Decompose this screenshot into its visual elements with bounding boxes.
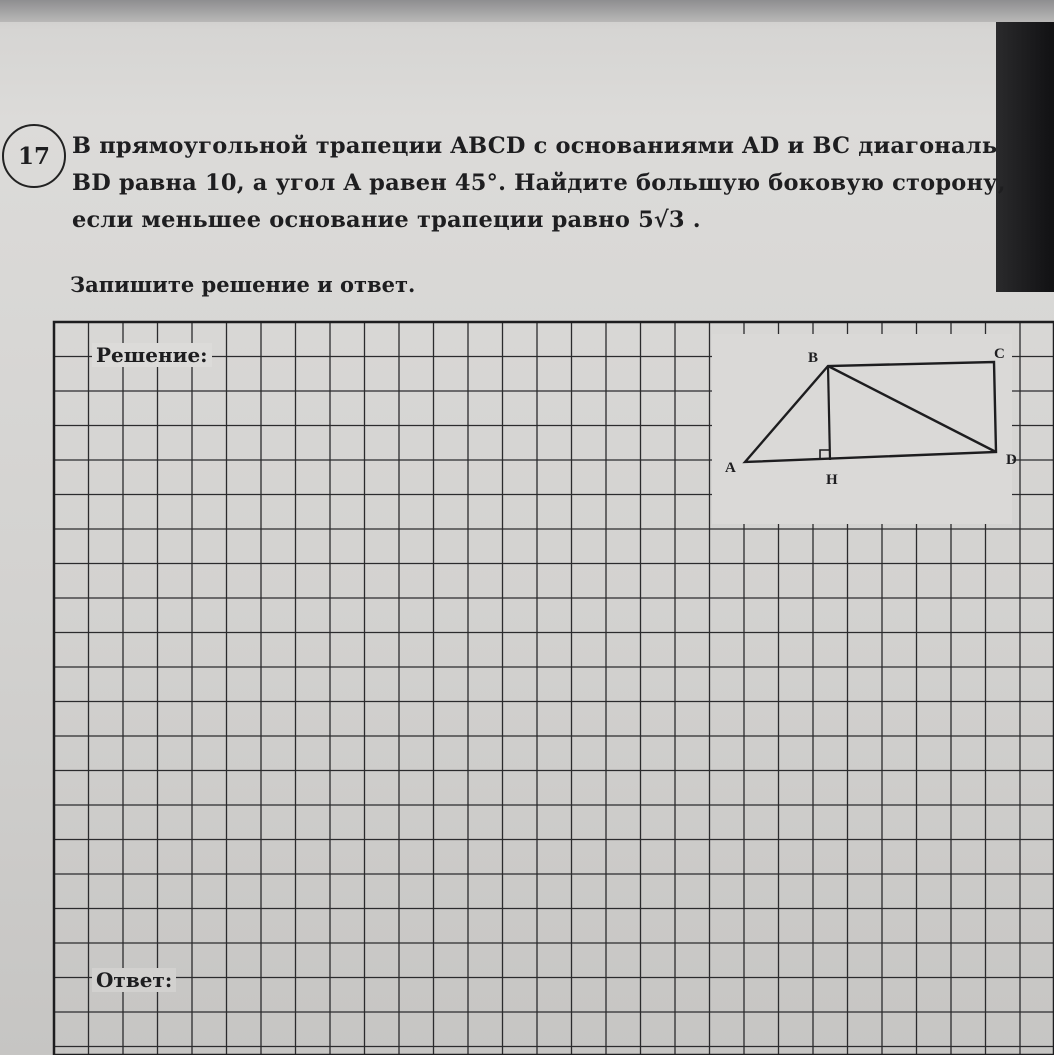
vertex-c-label: C: [994, 346, 1005, 362]
problem-line-3: если меньшее основание трапеции равно 5√3 .: [72, 207, 701, 233]
trapezoid-figure: [712, 334, 1017, 524]
solution-label: Решение:: [92, 343, 212, 367]
vertex-d-label: D: [1006, 452, 1017, 468]
task-number: 17: [2, 124, 66, 188]
instruction: Запишите решение и ответ.: [70, 272, 416, 297]
problem-line-2: BD равна 10, а угол A равен 45°. Найдите большую боковую сторону,: [72, 170, 1006, 196]
foot-h-label: H: [826, 472, 838, 488]
vertex-a-label: A: [725, 460, 736, 476]
answer-label: Ответ:: [92, 968, 176, 992]
problem-line-1: В прямоугольной трапеции ABCD с основаниями AD и BC диагональ: [72, 133, 998, 159]
vertex-b-label: B: [808, 350, 819, 366]
